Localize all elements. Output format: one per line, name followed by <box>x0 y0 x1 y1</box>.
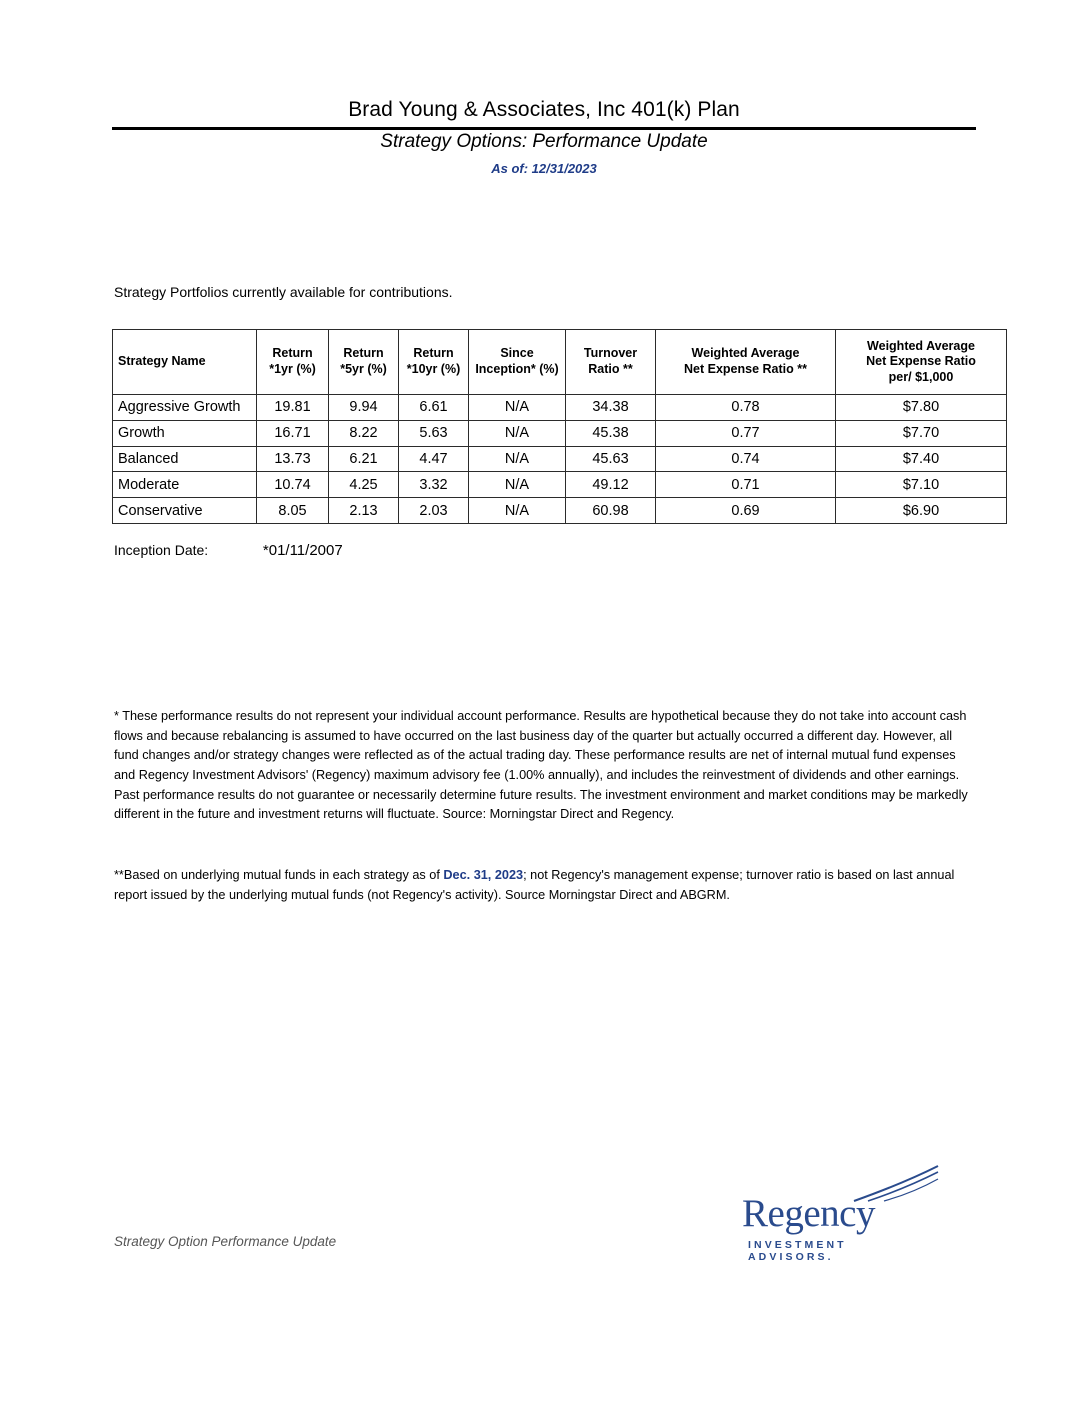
cell-return-1yr: 16.71 <box>257 420 329 446</box>
footnote-expense-disclaimer <box>114 866 972 905</box>
col-turnover-ratio <box>566 330 656 395</box>
regency-logo-tagline: INVESTMENT ADVISORS. <box>748 1239 847 1263</box>
performance-table <box>112 329 1007 524</box>
cell-turnover-ratio: 45.63 <box>566 446 656 472</box>
cell-strategy-name: Growth <box>113 420 257 446</box>
cell-return-10yr: 4.47 <box>399 446 469 472</box>
footnote-expense-part1: **Based on underlying mutual funds in each strategy as of <box>114 868 444 882</box>
cell-wa-net-expense-ratio: 0.78 <box>656 395 836 421</box>
cell-return-1yr: 10.74 <box>257 472 329 498</box>
cell-return-10yr: 2.03 <box>399 498 469 524</box>
cell-wa-net-expense-ratio: 0.69 <box>656 498 836 524</box>
cell-return-10yr: 3.32 <box>399 472 469 498</box>
cell-strategy-name: Conservative <box>113 498 257 524</box>
cell-strategy-name: Balanced <box>113 446 257 472</box>
cell-return-1yr: 13.73 <box>257 446 329 472</box>
footnote-expense-date: Dec. 31, 2023 <box>443 868 524 882</box>
cell-wa-net-expense-per-1000: $7.80 <box>836 395 1007 421</box>
performance-table-wrapper <box>112 329 976 524</box>
footnote-performance-disclaimer: * These performance results do not represent your individual account performance. Results are hypothetical because they do not take into account cash flows and because rebalancing is assumed to have occurred on the last business day of the quarter but actually occurred a different day. However, all fund changes and/or strategy changes were reflected as of the actual trading day. These performance results are net of internal mutual fund expenses and Regency Investment Advisors' (Regency) maximum advisory fee (1.00% annually), and includes the reinvestment of dividends and other earnings. Past performance results do not guarantee or necessarily determine future results. The investment environment and market conditions may be markedly different in the future and investment returns will fluctuate. Source: Morningstar Direct and Regency. <box>114 709 968 822</box>
col-return-10yr-line1: Return <box>413 346 454 361</box>
cell-since-inception: N/A <box>469 420 566 446</box>
cell-wa-net-expense-per-1000: $7.40 <box>836 446 1007 472</box>
page-title: Brad Young & Associates, Inc 401(k) Plan <box>348 98 740 121</box>
footnote-expense-part2: ; not Regency's management expense; turnover ratio is based on last annual report issued by the underlying mutual funds (not Regency's activity). Source Morningstar Direct and ABGRM. <box>114 868 955 902</box>
col-return-1yr-line1: Return <box>272 346 313 361</box>
table-row <box>113 446 1007 472</box>
cell-return-5yr: 6.21 <box>329 446 399 472</box>
cell-return-1yr: 19.81 <box>257 395 329 421</box>
cell-return-5yr: 8.22 <box>329 420 399 446</box>
col-since-inception <box>469 330 566 395</box>
col-wa-net-expense-per-1000-line3: per/ $1,000 <box>888 369 954 384</box>
col-wa-net-expense-per-1000 <box>836 330 1007 395</box>
regency-logo <box>742 1165 932 1263</box>
footer-document-label: Strategy Option Performance Update <box>114 1234 337 1249</box>
cell-return-10yr: 6.61 <box>399 395 469 421</box>
col-strategy-name <box>113 330 257 395</box>
cell-return-5yr: 9.94 <box>329 395 399 421</box>
col-strategy-name-line1: Strategy Name <box>118 354 206 369</box>
as-of-date: As of: 12/31/2023 <box>491 161 597 176</box>
cell-turnover-ratio: 60.98 <box>566 498 656 524</box>
cell-turnover-ratio: 45.38 <box>566 420 656 446</box>
cell-wa-net-expense-ratio: 0.77 <box>656 420 836 446</box>
cell-since-inception: N/A <box>469 472 566 498</box>
regency-logo-wordmark: Regency <box>742 1192 875 1235</box>
inception-date-label: Inception Date: <box>114 542 209 558</box>
cell-turnover-ratio: 34.38 <box>566 395 656 421</box>
cell-since-inception: N/A <box>469 395 566 421</box>
col-wa-net-expense-ratio <box>656 330 836 395</box>
page-subtitle: Strategy Options: Performance Update <box>380 131 708 152</box>
cell-return-5yr: 4.25 <box>329 472 399 498</box>
table-row <box>113 420 1007 446</box>
intro-text: Strategy Portfolios currently available for contributions. <box>114 284 453 300</box>
inception-date-row <box>114 542 343 559</box>
table-row <box>113 472 1007 498</box>
inception-date-value: *01/11/2007 <box>262 542 343 559</box>
col-return-1yr <box>257 330 329 395</box>
cell-strategy-name: Moderate <box>113 472 257 498</box>
cell-turnover-ratio: 49.12 <box>566 472 656 498</box>
col-wa-net-expense-ratio-line1: Weighted Average <box>691 346 800 361</box>
col-return-10yr-line2: *10yr (%) <box>406 362 461 376</box>
col-turnover-ratio-line1: Turnover <box>583 346 638 361</box>
col-wa-net-expense-per-1000-line2: Net Expense Ratio <box>866 354 976 369</box>
cell-return-10yr: 5.63 <box>399 420 469 446</box>
cell-wa-net-expense-per-1000: $6.90 <box>836 498 1007 524</box>
col-return-5yr-line2: *5yr (%) <box>340 362 387 376</box>
cell-since-inception: N/A <box>469 446 566 472</box>
title-divider <box>112 127 976 130</box>
col-since-inception-line2: Inception* (%) <box>475 362 559 376</box>
col-wa-net-expense-per-1000-line1: Weighted Average <box>867 338 975 353</box>
col-return-10yr <box>399 330 469 395</box>
col-turnover-ratio-line2: Ratio ** <box>588 362 633 376</box>
table-row <box>113 498 1007 524</box>
cell-wa-net-expense-ratio: 0.74 <box>656 446 836 472</box>
cell-wa-net-expense-ratio: 0.71 <box>656 472 836 498</box>
col-return-5yr-line1: Return <box>343 346 384 361</box>
cell-strategy-name: Aggressive Growth <box>113 395 257 421</box>
col-return-1yr-line2: *1yr (%) <box>269 362 316 376</box>
col-wa-net-expense-ratio-line2: Net Expense Ratio ** <box>684 362 807 376</box>
table-header-row <box>113 330 1007 395</box>
cell-return-1yr: 8.05 <box>257 498 329 524</box>
cell-wa-net-expense-per-1000: $7.70 <box>836 420 1007 446</box>
col-since-inception-line1: Since <box>500 346 534 361</box>
cell-wa-net-expense-per-1000: $7.10 <box>836 472 1007 498</box>
cell-return-5yr: 2.13 <box>329 498 399 524</box>
col-return-5yr <box>329 330 399 395</box>
cell-since-inception: N/A <box>469 498 566 524</box>
table-row <box>113 395 1007 421</box>
